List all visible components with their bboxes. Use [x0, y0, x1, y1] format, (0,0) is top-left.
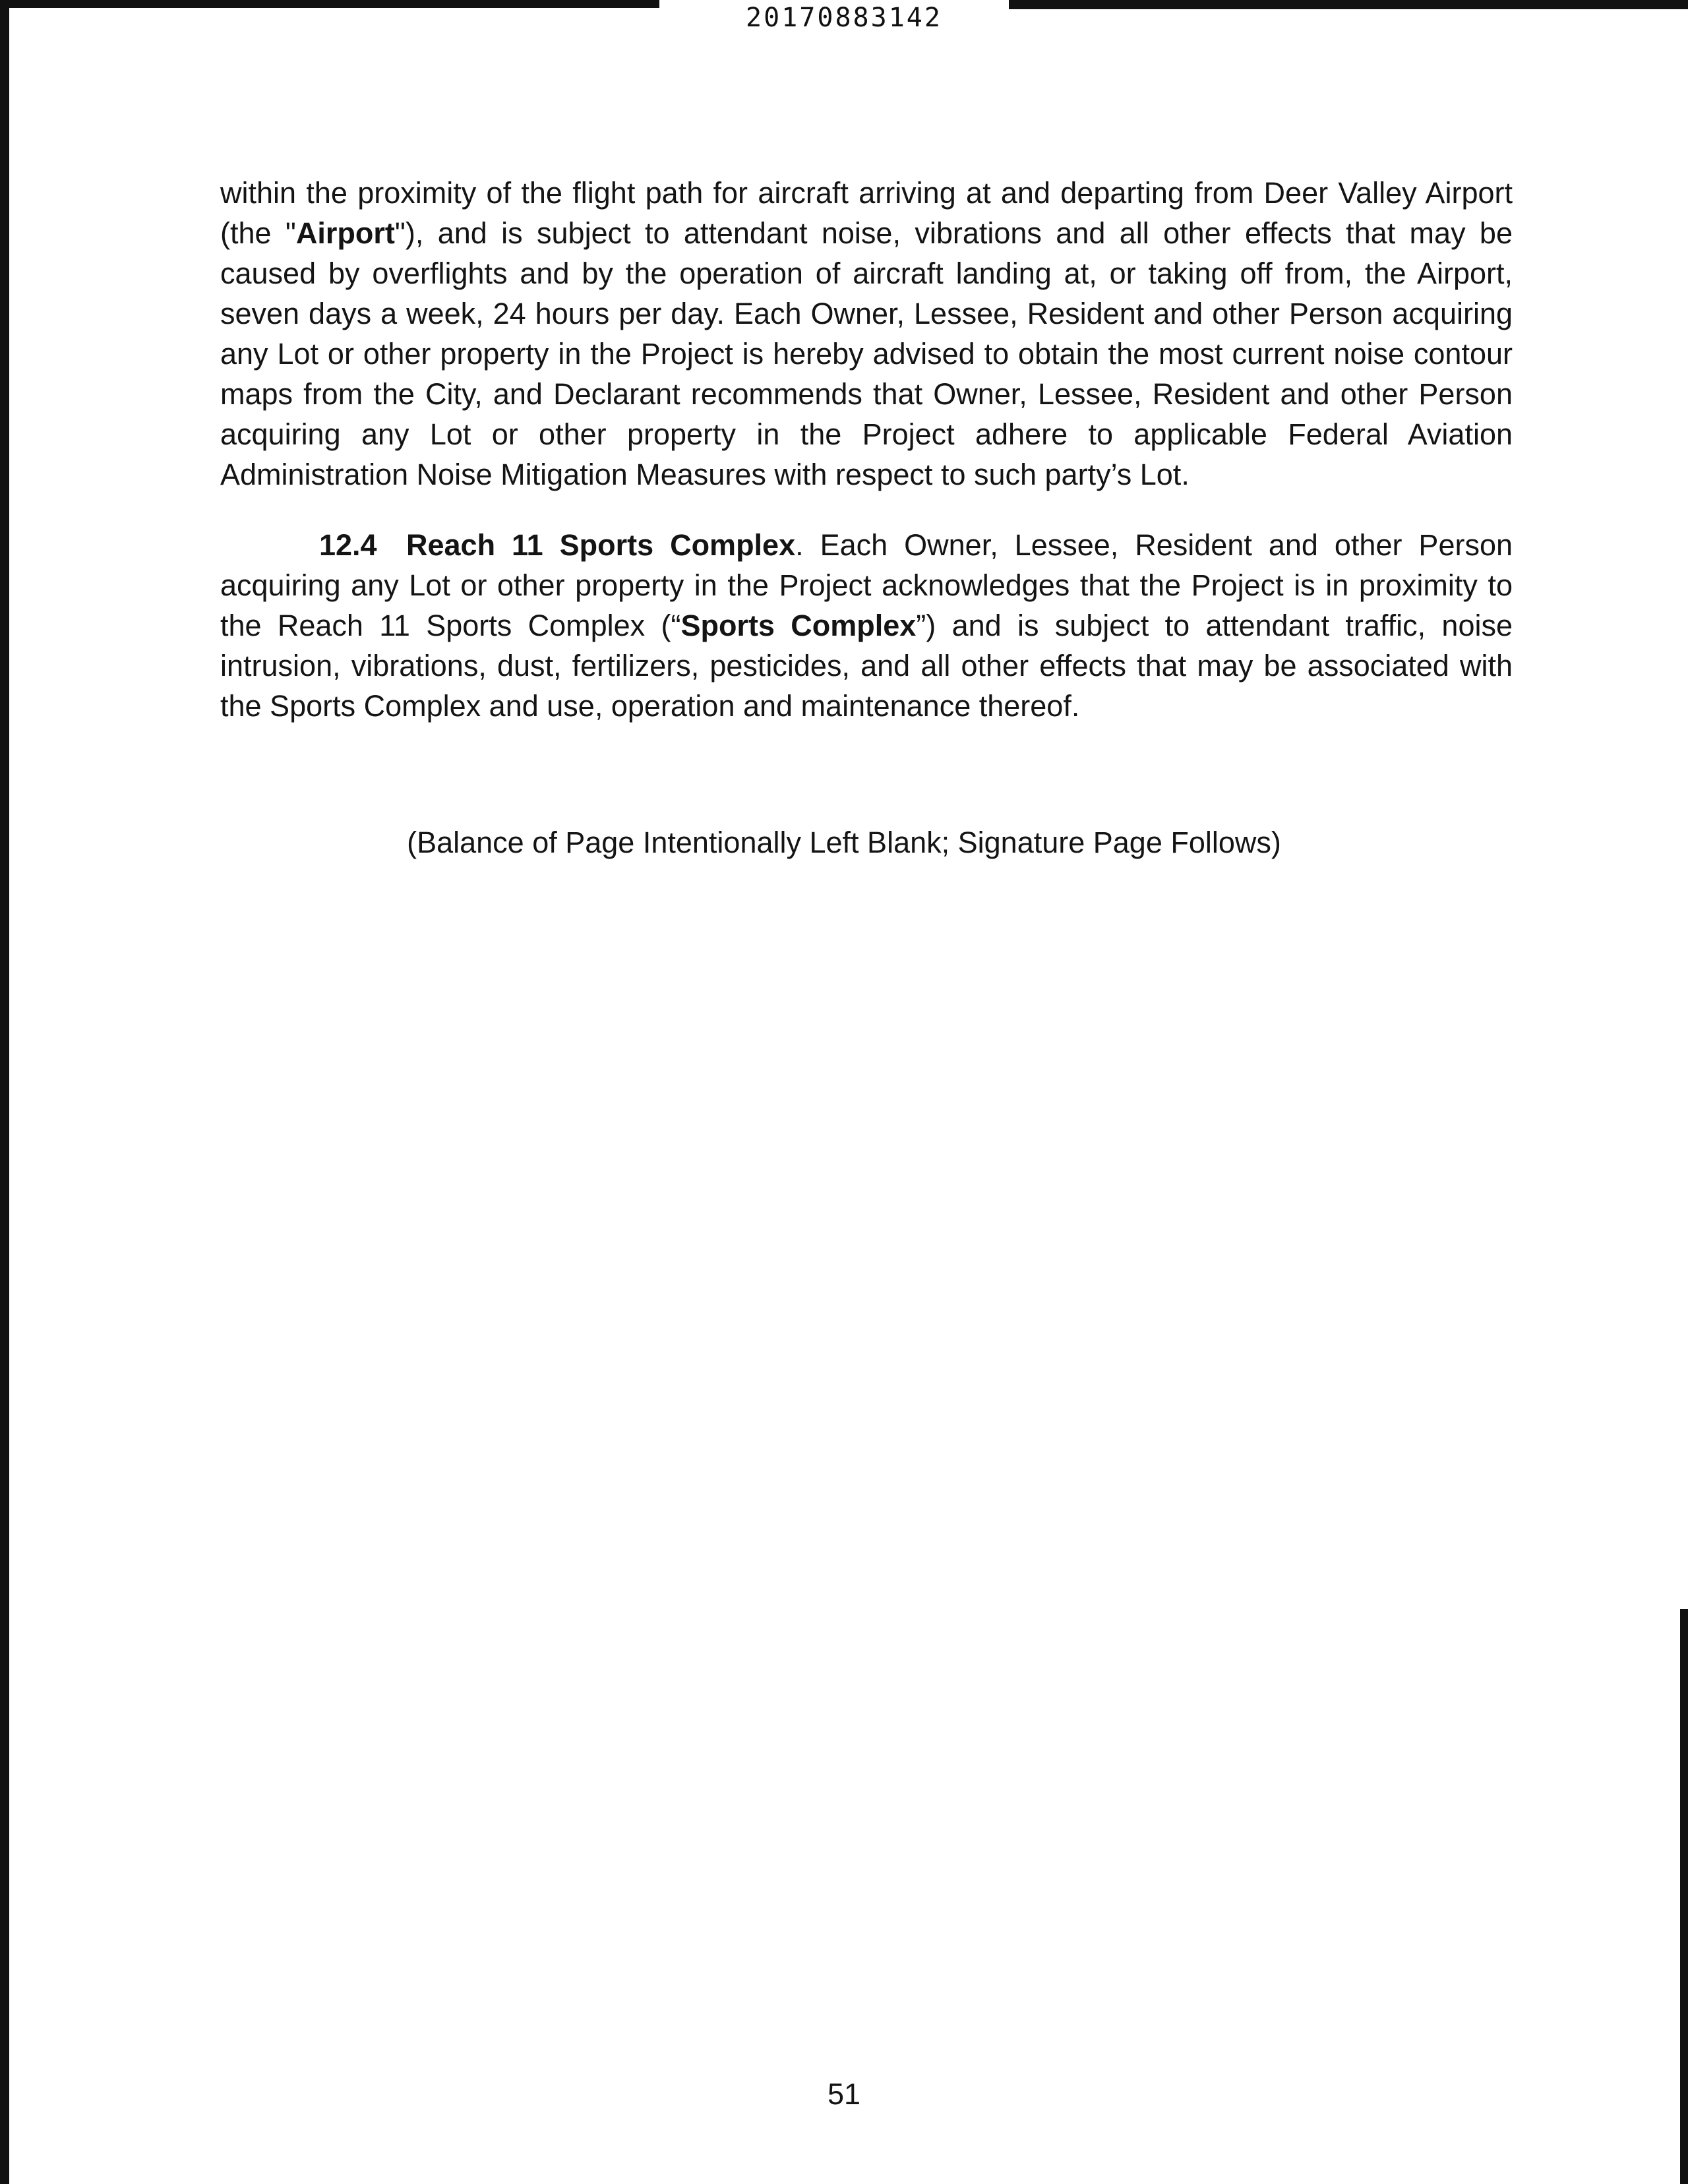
balance-of-page-notice: (Balance of Page Intentionally Left Blank; Signature Page Follows): [407, 826, 1281, 859]
page-number: 51: [827, 2077, 861, 2111]
recording-number: 20170883142: [746, 3, 942, 33]
sports-complex-defined-term: Sports Complex: [680, 609, 917, 642]
airport-paragraph-text-a: within the proximity of the flight path for aircraft arriving at and departing from Deer Valley Airport (the ": [220, 176, 1513, 250]
document-body: [220, 173, 1513, 726]
airport-defined-term: Airport: [295, 216, 395, 250]
airport-paragraph-text-b: "), and is subject to attendant noise, vibrations and all other effects that may be caused by overflights and by the operation of aircraft landing at, or taking off from, the Airport, seven days a week, 24 hours per day. Each Owner, Lessee, Resident and other Person acquiring any Lot or other property in the Project is hereby advised to obtain the most current noise contour maps from the City, and Declarant recommends that Owner, Lessee, Resident and other Person acquiring any Lot or other property in the Project adhere to applicable Federal Aviation Administration Noise Mitigation Measures with respect to such party’s Lot.: [220, 216, 1513, 491]
scan-border-left: [0, 0, 9, 2184]
section-number: 12.4: [319, 528, 377, 562]
airport-paragraph: [220, 173, 1513, 495]
section-heading: Reach 11 Sports Complex: [406, 528, 796, 562]
section-12-4-text-b: ”) and is subject to attendant traffic, noise intrusion, vibrations, dust, fertilizers, pesticides, and all other effects that may be associated with the Sports Complex and use, operation and maintenance thereof.: [220, 609, 1513, 723]
section-12-4-paragraph: [220, 525, 1513, 726]
section-12-4-text-a: . Each Owner, Lessee, Resident and other Person acquiring any Lot or other property in the Project acknowledges that the Project is in proximity to the Reach 11 Sports Complex (“: [220, 528, 1513, 642]
